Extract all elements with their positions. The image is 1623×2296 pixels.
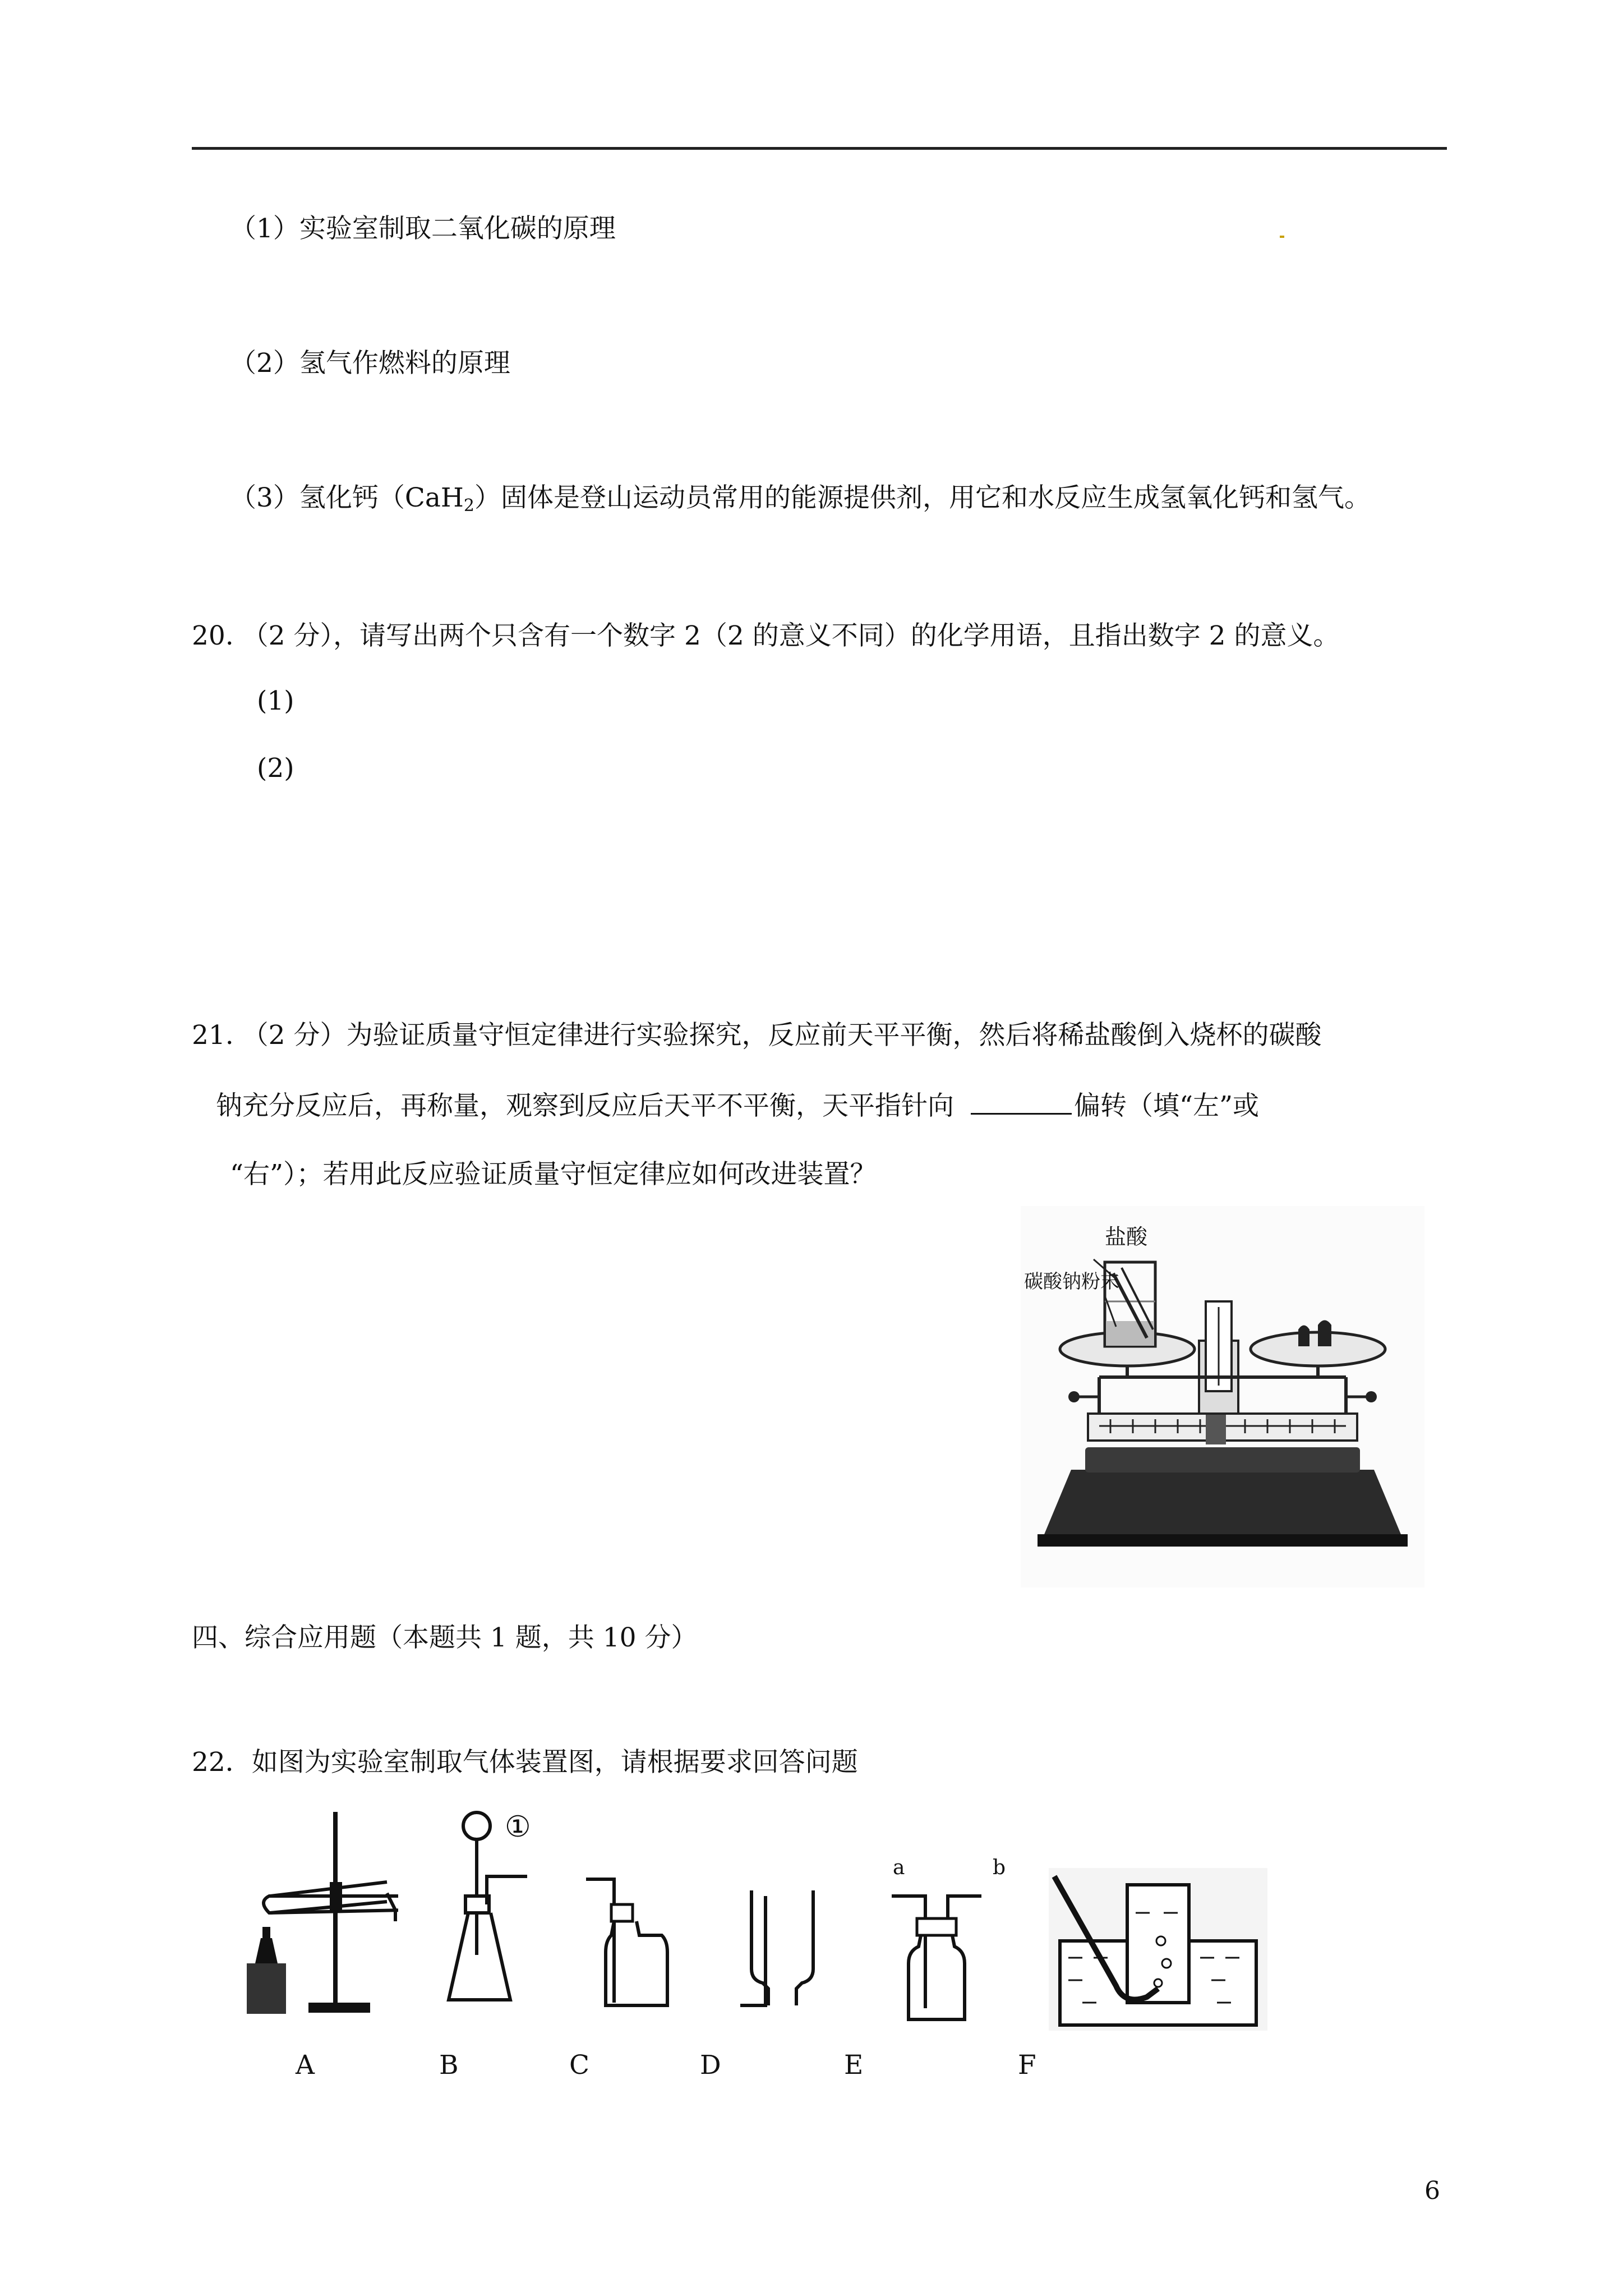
- port-a-label: a: [893, 1856, 905, 1879]
- balance-figure: [1021, 1206, 1424, 1588]
- apparatus-c: [583, 1862, 679, 2019]
- q20-item-2: (2): [257, 753, 294, 784]
- q19-part2: （2）氢气作燃料的原理: [230, 348, 510, 379]
- apparatus-label-b: B: [439, 2050, 459, 2081]
- weight-1: [1298, 1326, 1310, 1347]
- apparatus-a: [236, 1812, 398, 2019]
- stray-mark: [1280, 236, 1284, 238]
- apparatus-label-c: C: [569, 2050, 589, 2081]
- apparatus-d: [740, 1885, 824, 2019]
- q19-part1: （1）实验室制取二氧化碳的原理: [230, 213, 616, 244]
- apparatus-e: [886, 1890, 993, 2025]
- balance-diagram: [1021, 1206, 1424, 1588]
- q20-item-1: (1): [257, 685, 294, 716]
- header-rule: [192, 147, 1447, 150]
- port-b-label: b: [993, 1856, 1006, 1879]
- circled-label-1: ①: [505, 1810, 531, 1844]
- page-number: 6: [1424, 2177, 1440, 2205]
- label-hydrochloric-acid: 盐酸: [1105, 1225, 1148, 1249]
- apparatus-f: [1049, 1868, 1267, 2031]
- apparatus-label-e: E: [844, 2050, 864, 2081]
- q20-stem: 20. （2 分），请写出两个只含有一个数字 2（2 的意义不同）的化学用语，且指出数字 2 的意义。: [192, 620, 1340, 651]
- apparatus-label-f: F: [1018, 2050, 1036, 2081]
- rider: [1206, 1411, 1226, 1444]
- apparatus-label-d: D: [700, 2050, 721, 2081]
- balance-base: [1043, 1470, 1402, 1537]
- q19-part3: （3）氢化钙（CaH$_2$）固体是登山运动员常用的能源提供剂，用它和水反应生成氢氧化钙和氢气。: [230, 482, 1371, 516]
- answer-blank[interactable]: [971, 1088, 1072, 1115]
- q21-line-1: 21. （2 分）为验证质量守恒定律进行实验探究，反应前天平平衡，然后将稀盐酸倒入烧杯的碳酸: [192, 1020, 1322, 1051]
- section-4-heading: 四、综合应用题（本题共 1 题，共 10 分）: [192, 1622, 698, 1653]
- weight-2: [1318, 1320, 1331, 1347]
- q21-line-3: “右”）；若用此反应验证质量守恒定律应如何改进装置？: [230, 1159, 877, 1190]
- q21-line-2: 钠充分反应后，再称量，观察到反应后天平不平衡，天平指针向 偏转（填“左”或: [216, 1088, 1259, 1123]
- q22-stem: 22．如图为实验室制取气体装置图，请根据要求回答问题: [192, 1747, 858, 1778]
- label-sodium-carbonate-powder: 碳酸钠粉末: [1024, 1271, 1119, 1293]
- apparatus-label-a: A: [296, 2050, 315, 2081]
